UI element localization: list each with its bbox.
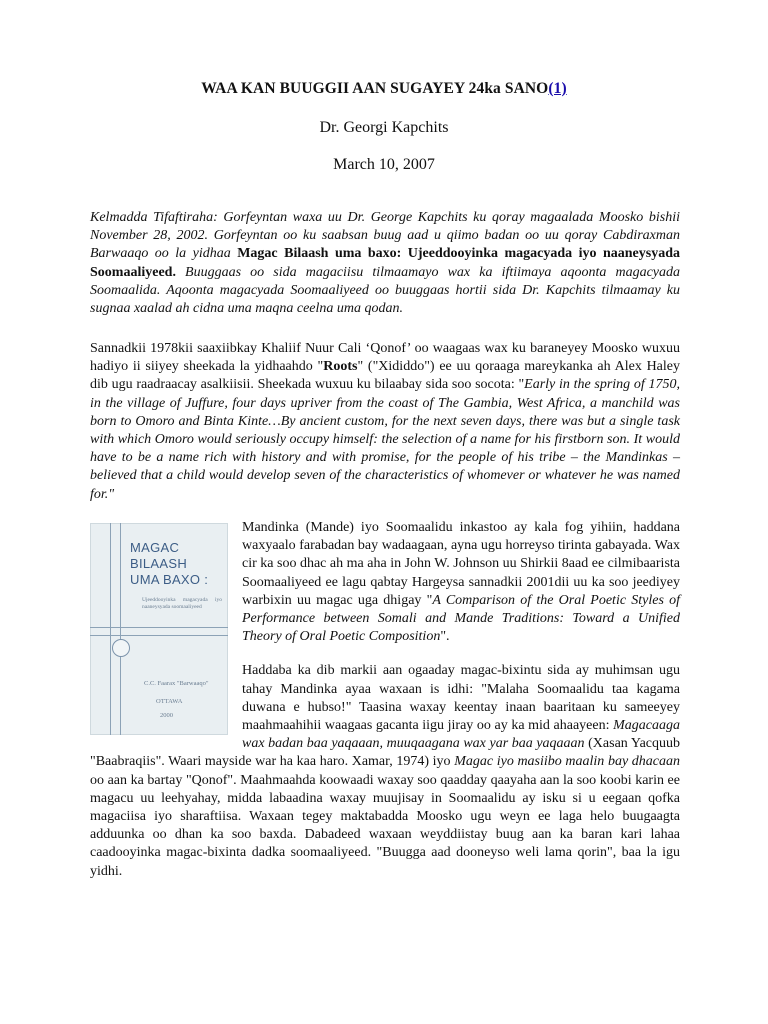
cover-author: C.C. Faarax "Barwaaqo" xyxy=(144,680,209,687)
roots-middle-text: " ("Xididdo") ee uu qoraaga mareykanka ah Alex Haley dib ugu raadraacay asalkiisii. Sheekada wuxuu ku bilaabay sida soo socota: " xyxy=(90,359,680,393)
roots-bold: Roots xyxy=(323,359,358,375)
johnson-paper-title: A Comparison of the Oral Poetic Styles of Performance between Somali and Mande Traditions: Toward a Unified Theory of Oral Poetic Composition xyxy=(242,592,680,645)
footnote-link[interactable]: (1) xyxy=(548,80,567,97)
cover-city: OTTAWA xyxy=(156,698,183,705)
cover-emblem-icon xyxy=(112,639,130,657)
mandinka-text: Mandinka (Mande) iyo Soomaalidu inkastoo ay kala fog yihiin, haddana waxyaalo farabadan bay wadaagaan, ayna ugu horreyso tirinta gabayada. Wax cir ka soo dhac ah ma aha in John W. Johnson uu Shirkii 8aad ee cilmibaarista Soomaaliyeed ee lagu qabtay Hargeysa sannadkii 2001dii uu ka soo jeediyey warbixin uu magac uga dhigay " xyxy=(242,520,680,608)
cover-title-line3: UMA BAXO : xyxy=(130,572,209,587)
title-text: WAA KAN BUUGGII AAN SUGAYEY 24ka SANO xyxy=(201,80,549,97)
roots-paragraph xyxy=(90,340,680,504)
publish-date: March 10, 2007 xyxy=(333,156,435,173)
book-cover-image xyxy=(90,523,228,735)
cover-subtitle: Ujeeddooyinka magacyada iyo naaneysyada soomaaliyeed xyxy=(142,597,222,610)
cover-title-line1: MAGAC xyxy=(130,540,180,555)
proverbs-intro: Haddaba ka dib markii aan ogaaday magac-bixintu sida ay muhimsan ugu tahay Mandinka ayaa waxaan is idhi: "Malaha Soomaalidu taa kagama duwana e hubso!" Taasina waxay keentay inaan baaritaan ku sameeyey maahmaahihii waagaas gacanta iigu jiray oo ay ka mid ahaayeen: xyxy=(242,663,680,734)
cover-year: 2000 xyxy=(160,712,173,719)
proverb-one: Magacaaga wax badan baa yaqaaan, muuqaagana wax yar baa yaqaaan xyxy=(242,718,680,752)
author-name: Dr. Georgi Kapchits xyxy=(319,119,449,136)
roots-intro-text: Sannadkii 1978kii saaxiibkay Khaliif Nuur Cali ‘Qonof’ oo waagaas wax ku baraneyey Moosko wuxuu hadiyo ii siiyey sheekada la yidhaahdo " xyxy=(90,341,680,375)
editor-note-paragraph xyxy=(90,209,680,318)
proverb-two: Magac iyo masiibo maalin bay dhacaan xyxy=(454,754,681,770)
editor-note-rest: Buuggaas oo sida magaciisu tilmaamayo wax ka iftiimaya aqoonta magacyada Soomaalida. Aqoonta magacyada Soomaaliyeed oo buuggaas hortii sida Dr. Kapchits tilmaamay ku sugnaa xaalad ah cidna uma maqna ceelna uma qodan. xyxy=(90,264,680,317)
proverbs-rest: oo aan ka bartay "Qonof". Maahmaahda koowaadi waxay soo qaadday qaayaha aan la soo koobi karin ee magacu uu leehyahay, midda labaadina waxay muujisay in Soomaalidu ay isku si u eegaan qofka magaciisa iyo sharaftiisa. Waxaan tegey maktabadda Moosko ugu weyn ee laga helo buugaagta adduunka oo dhan ka soo baxda. Dabadeed waxaan weyddiistay buug aan ka baran kari lahaa caadooyinka magac-bixinta dadka soomaaliyeed. "Buugga aad dooneyso weli lama qorin", baa la igu yidhi. xyxy=(90,772,680,879)
page-title xyxy=(0,80,768,98)
mandinka-end: ". xyxy=(440,629,450,645)
wrapped-section xyxy=(90,519,680,899)
cover-title-line2: BILAASH xyxy=(130,556,188,571)
editor-note-intro: Kelmadda Tifaftiraha: Gorfeyntan waxa uu Dr. George Kapchits ku qoray magaalada Moosko bishii November 28, 2002. Gorfeyntan oo ku saabsan buug aad u qiimo badan oo uu qoray Cabdiraxman Barwaaqo oo la yidhaa xyxy=(90,210,680,262)
proverbs-source: (Xasan Yacquub "Baabraqiis". Waari mayside war ha kaa haro. Xamar, 1974) iyo xyxy=(90,736,680,770)
book-title-bold: Magac Bilaash uma baxo: Ujeeddooyinka magacyada iyo naaneysyada Soomaaliyeed. xyxy=(90,246,680,280)
roots-quote: Early in the spring of 1750, in the village of Juffure, four days upriver from the coast of The Gambia, West Africa, a manchild was born to Omoro and Binta Kinte…By ancient custom, for the next seven days, there was but a single task with which Omoro would seriously occupy himself: the selection of a name for his firstborn son. It would have to be a name rich with history and with promise, for the people of his tribe – the Mandinkas – believed that a child would develop seven of the characteristics of whomever or whatever he was named for." xyxy=(90,377,680,502)
